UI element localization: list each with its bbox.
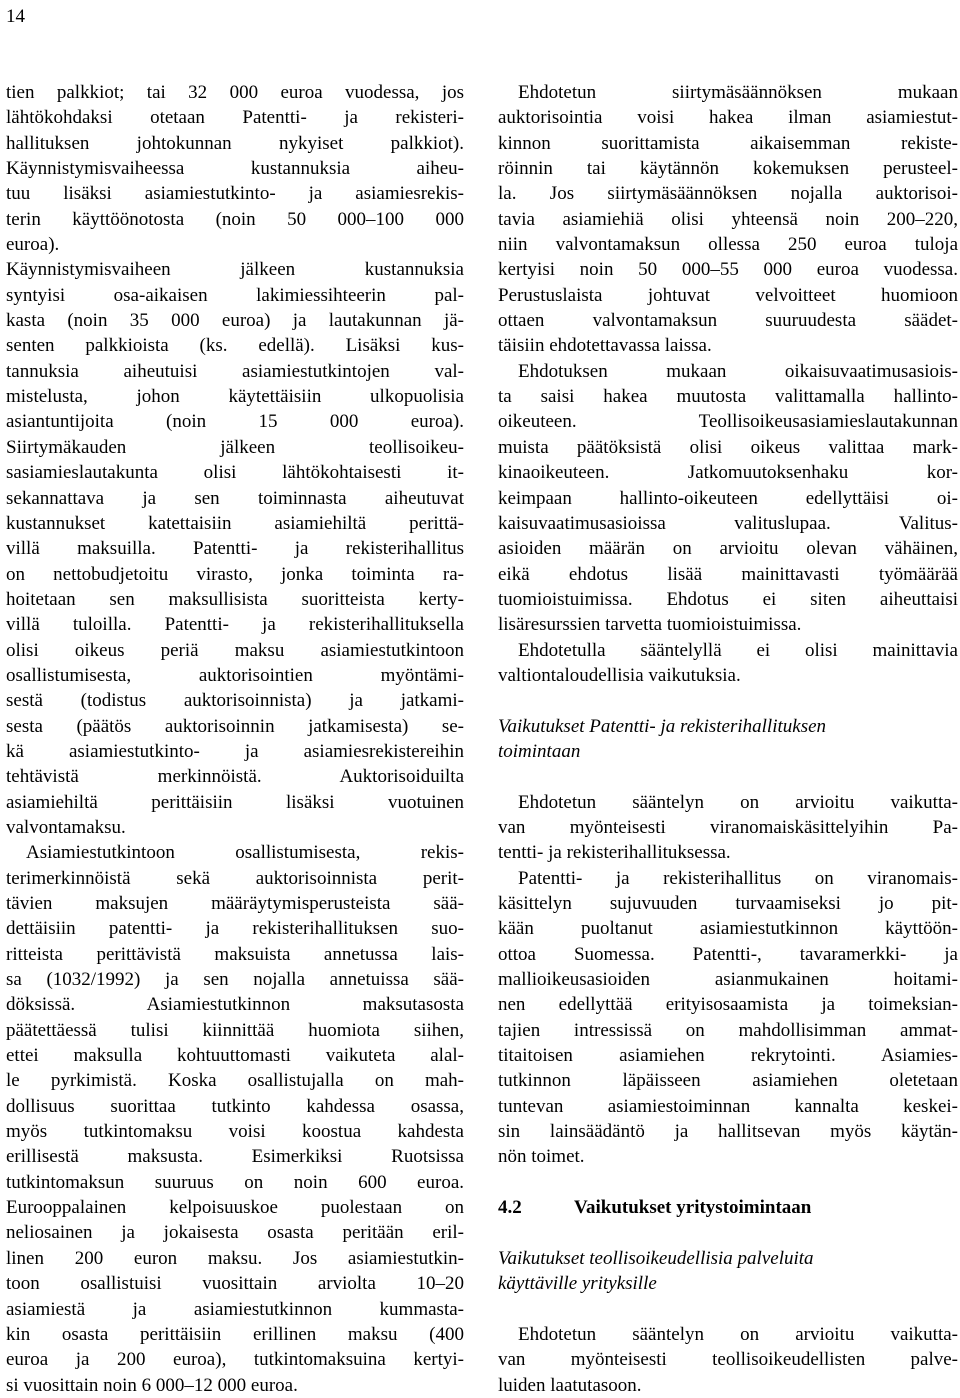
text-line: le pyrkimistä. Koska osallistujalla on mah- (6, 1070, 464, 1092)
text-line: tehtävistä merkinnöistä. Auktorisoiduilta (6, 766, 464, 788)
text-line: ettei maksulla kohtuuttomasti vaikuteta alal- (6, 1045, 464, 1067)
paragraph (6, 840, 464, 1398)
text-line: toon osallistuisi vuosittain arviolta 10–20 (6, 1273, 464, 1295)
text-line: kertyisi noin 50 000–55 000 euroa vuodessa. (498, 259, 958, 281)
text-line: Perustuslaista johtuvat velvoitteet huomioon (498, 284, 958, 306)
text-line: asioiden määrän on arvioitu olevan vähäinen, (498, 538, 958, 560)
text-line: titaitoisen asiamiehen rekrytointi. Asiamies- (498, 1045, 958, 1067)
text-line: terimerkinnöistä sekä auktorisoinnista perit- (6, 867, 464, 889)
text-line: tien palkkiot; tai 32 000 euroa vuodessa, jos (6, 82, 464, 103)
text-line: Patentti- ja rekisterihallitus on viranomais- (518, 867, 958, 889)
text-line: käyttäville yrityksille (498, 1273, 657, 1295)
text-line: täisiin ehdotettavassa laissa. (498, 335, 712, 357)
text-line: eikä ehdotus lisää mainittavasti työmäärää (498, 563, 958, 585)
text-line: osallistumisesta, auktorisointien myöntämi- (6, 664, 464, 686)
text-line: kustannukset katettaisiin asiamiehiltä perittä- (6, 512, 464, 534)
text-line: valtiontaloudellisia vaikutuksia. (498, 664, 741, 686)
text-line: myös tutkintomaksu voisi koostua kahdesta (6, 1121, 464, 1143)
text-line: kään puoltanut asiamiestutkinnon käyttöön- (498, 918, 958, 940)
paragraph (6, 80, 464, 840)
text-line: mallioikeusasioiden asianmukainen hoitami- (498, 969, 958, 991)
text-line: Siirtymäkauden jälkeen teollisoikeu- (6, 436, 464, 458)
text-line: la. Jos siirtymäsäännöksen nojalla auktorisoi- (498, 183, 958, 205)
subheading (498, 1246, 958, 1297)
text-line: sestä (todistus auktorisoinnista) ja jatkami- (6, 690, 464, 712)
text-line: nen edellyttää erityisosaamista ja toimeksian- (498, 994, 958, 1016)
text-line: kä asiamiestutkinto- ja asiamiesrekistereihin (6, 740, 464, 762)
text-line: Käynnistymisvaiheessa kustannuksia aiheu- (6, 158, 464, 180)
text-line: auktorisointia voisi hakea ilman asiamiestut- (498, 107, 958, 129)
paragraph (498, 866, 958, 1170)
text-line: Ehdotuksen mukaan oikaisuvaatimusasiois- (518, 360, 958, 382)
text-line: mistelusta, johon käytettäisiin ulkopuolisia (6, 386, 464, 408)
text-line: Vaikutukset Patentti- ja rekisterihallituksen (498, 715, 827, 737)
section-title: Vaikutukset yritystoimintaan (574, 1197, 812, 1219)
text-line: keimpaan hallinto-oikeuteen edellyttäisi oi- (498, 487, 958, 509)
text-line: päätettäessä tulisi kiinnittää huomiota siihen, (6, 1019, 464, 1041)
text-line: valvontamaksu. (6, 816, 126, 838)
spacer (498, 764, 958, 789)
text-line: lähtökohdaksi otetaan Patentti- ja rekisteri- (6, 107, 464, 129)
text-line: olisi oikeus periä maksu asiamiestutkintoon (6, 639, 464, 661)
text-line: nön toimet. (498, 1146, 585, 1168)
text-line: kinaoikeuteen. Jatkomuutoksenhaku kor- (498, 462, 958, 484)
text-line: tentti- ja rekisterihallituksessa. (498, 842, 731, 864)
text-line: oikeuteen. Teollisoikeusasiamieslautakunnan (498, 411, 958, 433)
paragraph (498, 359, 958, 638)
text-line: kin osasta perittäisiin erillinen maksu (400 (6, 1323, 464, 1345)
text-line: tannuksia aiheutuisi asiamiestutkintojen val- (6, 360, 464, 382)
text-line: ritteista perittävistä maksuista annetussa lais- (6, 943, 464, 965)
text-line: Asiamiestutkintoon osallistumisesta, rekis- (26, 842, 464, 864)
paragraph (498, 638, 958, 689)
text-line: kasta (noin 35 000 euroa) ja lautakunnan jä- (6, 310, 464, 332)
subheading (498, 714, 958, 765)
text-line: sasiamieslautakunta olisi lähtökohtaisesti it- (6, 462, 464, 484)
text-line: sesta (päätös auktorisoinnin jatkamisesta) se- (6, 715, 464, 737)
text-line: ta saisi hakea muutosta valittamalla hallinto- (498, 386, 958, 408)
paragraph (498, 790, 958, 866)
text-line: hoitetaan sen maksullisista suoritteista kerty- (6, 588, 464, 610)
text-line: luiden laatutasoon. (498, 1374, 642, 1396)
text-line: ottaen valvontamaksun suuruudesta säädet- (498, 310, 958, 332)
text-line: Ehdotetun sääntelyn on arvioitu vaikutta- (518, 1323, 958, 1345)
text-line: kinnon suorittamista aikaisemman rekiste- (498, 132, 958, 154)
text-line: Vaikutukset teollisoikeudellisia palveluita (498, 1247, 814, 1269)
text-line: terin käyttöönotosta (noin 50 000–100 000 (6, 208, 464, 230)
text-line: tutkintomaksun suuruus on noin 600 euroa. (6, 1171, 464, 1193)
text-line: tajien intressissä on mahdollisimman ammat- (498, 1019, 958, 1041)
text-line: senten palkkioista (ks. edellä). Lisäksi kus- (6, 335, 464, 357)
paragraph (498, 1322, 958, 1398)
text-line: van myönteisesti viranomaiskäsittelyihin Pa- (498, 816, 958, 838)
text-line: sa (1032/1992) ja sen nojalla annetuissa sää- (6, 969, 464, 991)
text-line: tuntevan asiamiestoiminnan kannalta keskei- (498, 1095, 958, 1117)
text-line: döksissä. Asiamiestutkinnon maksutasosta (6, 994, 464, 1016)
text-line: asiamiehiltä perittäisiin lisäksi vuotuinen (6, 791, 464, 813)
text-line: linen 200 euron maksu. Jos asiamiestutkin- (6, 1247, 464, 1269)
text-line: dettäisiin patentti- ja rekisterihallituksen suo- (6, 918, 464, 940)
left-column (6, 80, 464, 1398)
section-heading (498, 1195, 958, 1220)
text-line: Käynnistymisvaiheen jälkeen kustannuksia (6, 259, 464, 281)
spacer (498, 1170, 958, 1195)
text-line: erillisestä maksusta. Esimerkiksi Ruotsissa (6, 1146, 464, 1168)
text-line: hallituksen johtokunnan nykyiset palkkiot). (6, 132, 464, 154)
text-line: ottoa Suomessa. Patentti-, tavaramerkki- ja (498, 943, 958, 965)
text-line: villä tuloilla. Patentti- ja rekisterihallituksella (6, 614, 464, 636)
text-line: toimintaan (498, 740, 581, 762)
text-line: van myönteisesti teollisoikeudellisten palve- (498, 1349, 958, 1371)
text-line: muista päätöksistä olisi oikeus valittaa mark- (498, 436, 958, 458)
text-line: tavia asiamiehiä olisi yhteensä noin 200–220, (498, 208, 958, 230)
text-line: Ehdotetun siirtymäsäännöksen mukaan (518, 82, 958, 103)
text-line: röinnin tai käytännön kokemuksen perusteel- (498, 158, 958, 180)
text-line: tävien maksujen määräytymisperusteista sää- (6, 893, 464, 914)
text-line: käsittelyn sujuvuuden turvaamiseksi jo pit- (498, 893, 958, 914)
right-column (498, 80, 958, 1398)
text-line: sin lainsäädäntö ja hallitsevan myös käytän- (498, 1121, 958, 1143)
text-line: si vuosittain noin 6 000–12 000 euroa. (6, 1374, 298, 1396)
text-line: kaisuvaatimusasioissa valituslupaa. Valitus- (498, 512, 958, 534)
text-line: tuomioistuimissa. Ehdotus ei siten aiheuttaisi (498, 588, 958, 610)
spacer (498, 1220, 958, 1245)
text-line: dollisuus suorittaa tutkinto kahdessa osassa, (6, 1095, 464, 1117)
text-line: Ehdotetulla sääntelyllä ei olisi mainittavia (518, 639, 958, 661)
text-line: on nettobudjetoitu virasto, jonka toiminta ra- (6, 563, 464, 585)
text-line: asiamiestä ja asiamiestutkinnon kummasta- (6, 1298, 464, 1320)
text-line: Ehdotetun sääntelyn on arvioitu vaikutta- (518, 791, 958, 813)
text-line: euroa ja 200 euroa), tutkintomaksuina kertyi- (6, 1349, 464, 1371)
page-number: 14 (6, 6, 25, 27)
text-line: sekannattava ja sen toiminnasta aiheutuvat (6, 487, 464, 509)
text-line: asiantuntijoita (noin 15 000 euroa). (6, 411, 464, 433)
text-line: neliosainen ja jokaisesta osasta peritään eril- (6, 1222, 464, 1244)
text-line: lisäresurssien tarvetta tuomioistuimissa. (498, 614, 802, 636)
paragraph (498, 80, 958, 359)
text-line: Eurooppalainen kelpoisuuskoe puolestaan on (6, 1197, 464, 1219)
spacer (498, 1297, 958, 1322)
text-line: tutkinnon läpäisseen asiamiehen oletetaan (498, 1070, 958, 1092)
text-line: tuu lisäksi asiamiestutkinto- ja asiamiesrekis- (6, 183, 464, 205)
section-number: 4.2 (498, 1197, 522, 1219)
spacer (498, 688, 958, 713)
text-line: euroa). (6, 234, 60, 256)
text-line: syntyisi osa-aikaisen lakimiessihteerin pal- (6, 284, 464, 306)
text-line: niin valvontamaksun ollessa 250 euroa tuloja (498, 234, 958, 256)
text-line: villä maksuilla. Patentti- ja rekisterihallitus (6, 538, 464, 560)
